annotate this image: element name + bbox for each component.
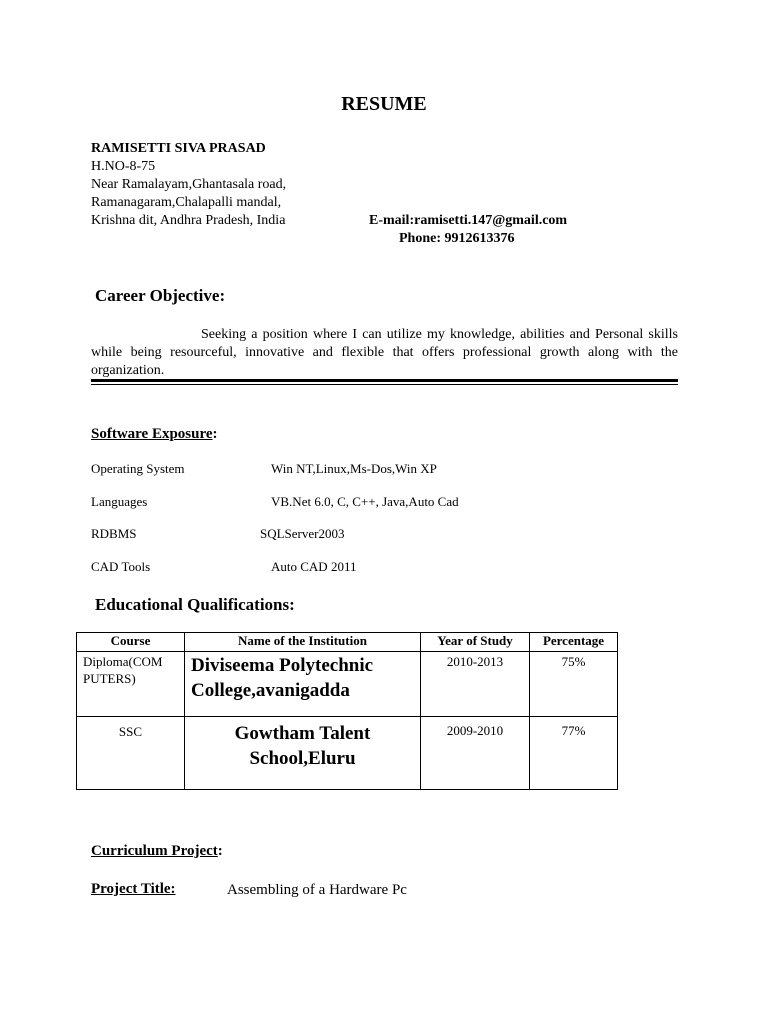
percentage-text: 75% bbox=[561, 654, 586, 669]
software-label: RDBMS bbox=[91, 526, 137, 541]
year-text: 2009-2010 bbox=[446, 723, 504, 738]
career-objective-heading: Career Objective: bbox=[95, 286, 226, 305]
column-header: Name of the Institution bbox=[185, 633, 421, 652]
institution-cell bbox=[185, 717, 421, 790]
career-objective-text: Seeking a position where I can utilize my knowledge, abilities and Personal skills while being resourceful, innovative and flexible that offers professional growth along with the organization. bbox=[91, 327, 678, 378]
section-divider bbox=[91, 379, 678, 382]
education-table bbox=[76, 632, 618, 790]
table-row bbox=[77, 652, 618, 717]
institution-text: Diviseema Polytechnic bbox=[191, 655, 374, 676]
institution-cell bbox=[185, 652, 421, 717]
email-text: E-mail:ramisetti.147@gmail.com bbox=[369, 213, 568, 228]
institution-text: College,avanigadda bbox=[191, 680, 350, 701]
institution-text: School,Eluru bbox=[249, 748, 356, 769]
year-text: 2010-2013 bbox=[446, 654, 504, 669]
section-divider bbox=[91, 384, 678, 385]
software-label: Operating System bbox=[91, 461, 185, 476]
curriculum-project-heading: Curriculum Project: bbox=[91, 843, 223, 859]
table-header-row bbox=[77, 633, 618, 652]
address-line: Near Ramalayam,Ghantasala road, bbox=[91, 177, 287, 192]
phone-text: Phone: 9912613376 bbox=[399, 231, 515, 246]
course-text: Diploma(COM bbox=[83, 654, 163, 669]
course-text: SSC bbox=[118, 724, 143, 739]
course-cell bbox=[77, 717, 185, 790]
course-text: PUTERS) bbox=[83, 671, 136, 686]
software-label: Languages bbox=[91, 494, 148, 509]
course-cell bbox=[77, 652, 185, 717]
software-value: Auto CAD 2011 bbox=[271, 559, 357, 574]
percentage-cell bbox=[530, 652, 618, 717]
project-title-value: Assembling of a Hardware Pc bbox=[227, 882, 407, 898]
address-line: Ramanagaram,Chalapalli mandal, bbox=[91, 195, 282, 210]
year-cell bbox=[421, 717, 530, 790]
candidate-name: RAMISETTI SIVA PRASAD bbox=[91, 141, 266, 156]
software-value: SQLServer2003 bbox=[260, 526, 345, 541]
table-row bbox=[77, 717, 618, 790]
software-exposure-heading: Software Exposure: bbox=[91, 426, 218, 442]
address-line: H.NO-8-75 bbox=[91, 159, 156, 174]
project-title-label: Project Title: bbox=[91, 881, 176, 897]
column-header: Year of Study bbox=[421, 633, 530, 652]
education-heading: Educational Qualifications: bbox=[95, 595, 295, 614]
resume-title: RESUME bbox=[341, 93, 427, 115]
percentage-cell bbox=[530, 717, 618, 790]
column-header: Course bbox=[77, 633, 185, 652]
year-cell bbox=[421, 652, 530, 717]
software-label: CAD Tools bbox=[91, 559, 151, 574]
institution-text: Gowtham Talent bbox=[234, 723, 371, 744]
software-value: Win NT,Linux,Ms-Dos,Win XP bbox=[271, 461, 437, 476]
address-line: Krishna dit, Andhra Pradesh, India bbox=[91, 213, 286, 228]
software-value: VB.Net 6.0, C, C++, Java,Auto Cad bbox=[271, 494, 459, 509]
column-header: Percentage bbox=[530, 633, 618, 652]
percentage-text: 77% bbox=[561, 723, 586, 738]
